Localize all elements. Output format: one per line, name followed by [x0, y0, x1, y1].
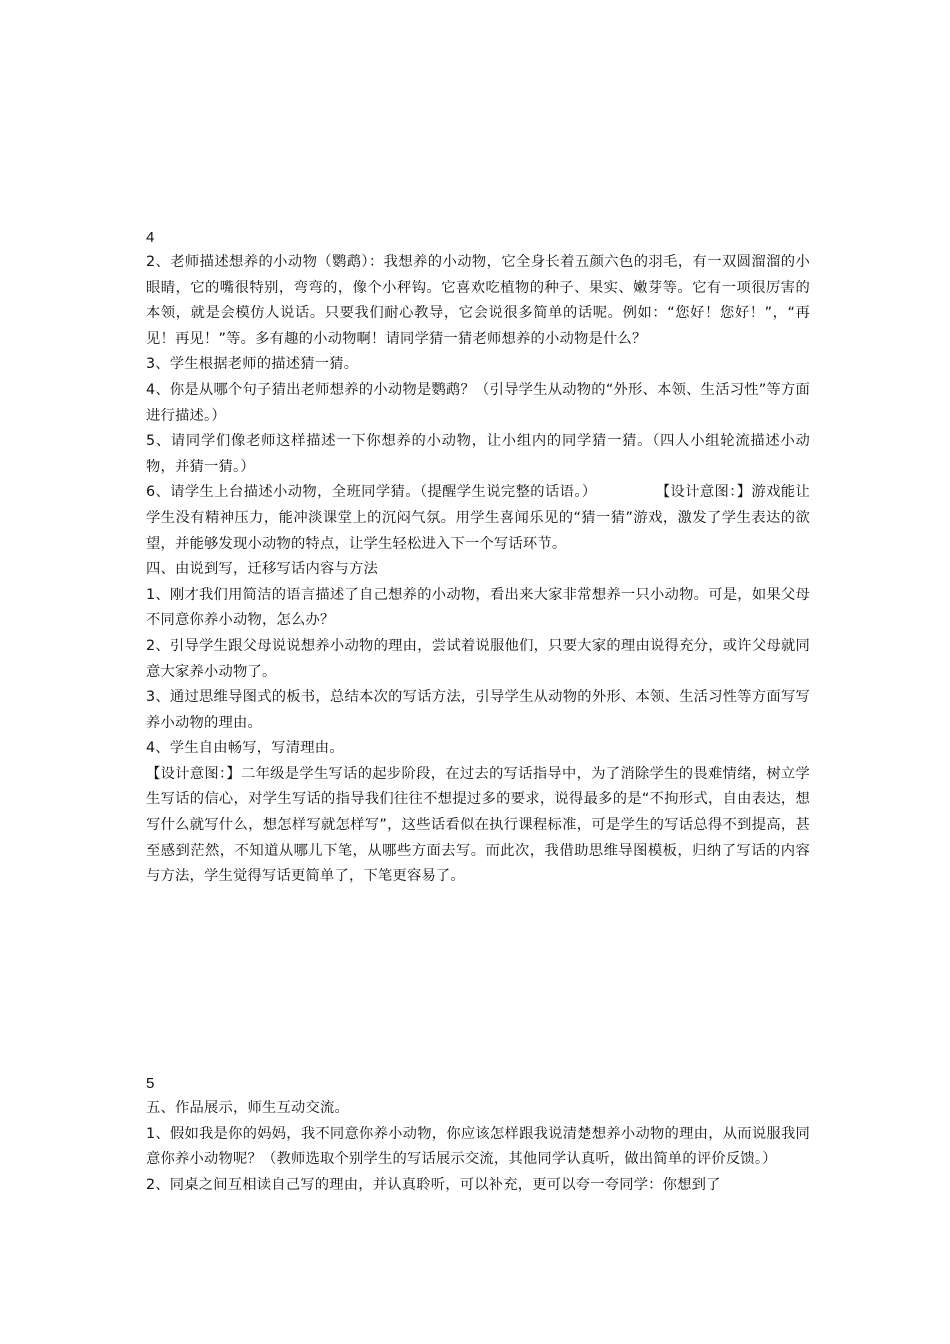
page-number: 4 [146, 229, 155, 246]
paragraph-mom-roleplay: 1、假如我是你的妈妈，我不同意你养小动物，你应该怎样跟我说清楚想养小动物的理由，从而说服我同意你养小动物呢？（教师选取个别学生的写话展示交流，其他同学认真听，做出简单的评价反馈。） [146, 1125, 810, 1168]
document-section-page-5 [146, 1072, 810, 1198]
paragraph-parrot-description: 2、老师描述想养的小动物（鹦鹉）：我想养的小动物，它全身长着五颜六色的羽毛，有一双圆溜溜的小眼睛，它的嘴很特别，弯弯的，像个小秤钩。它喜欢吃植物的种子、果实、嫩芽等。它有一项很厉害的本领，就是会模仿人说话。只要我们耐心教导，它会说很多简单的话呢。例如：“您好！您好！”，“再见！再见！”等。多有趣的小动物啊！请同学猜一猜老师想养的小动物是什么？ [146, 254, 810, 347]
section-heading-speak-to-write: 四、由说到写，迁移写话内容与方法 [146, 561, 378, 578]
paragraph-students-guess: 3、学生根据老师的描述猜一猜。 [146, 356, 359, 373]
section-heading-showcase: 五、作品展示，师生互动交流。 [146, 1100, 349, 1116]
paragraph-parents-disagree: 1、刚才我们用简洁的语言描述了自己想养的小动物，看出来大家非常想养一只小动物。可是，如果父母不同意你养小动物，怎么办？ [146, 586, 810, 629]
page-number: 5 [146, 1075, 155, 1092]
paragraph-which-sentence: 4、你是从哪个句子猜出老师想养的小动物是鹦鹉？（引导学生从动物的“外形、本领、生活习性”等方面进行描述。） [146, 381, 810, 424]
paragraph-design-intent-writing: 【设计意图：】二年级是学生写话的起步阶段，在过去的写话指导中，为了消除学生的畏难情绪，树立学生写话的信心，对学生写话的指导我们往往不想提过多的要求，说得最多的是“不拘形式，自由表达，想写什么就写什么，想怎样写就怎样写”，这些话看似在执行课程标准，可是学生的写话总得不到提高，甚至感到茫然，不知道从哪儿下笔，从哪些方面去写。而此次，我借助思维导图模板，归纳了写话的内容与方法，学生觉得写话更简单了，下笔更容易了。 [146, 765, 810, 885]
paragraph-group-describe: 5、请同学们像老师这样描述一下你想养的小动物，让小组内的同学猜一猜。（四人小组轮流描述小动物，并猜一猜。） [146, 433, 810, 475]
paragraph-class-guess-design-intent: 6、请学生上台描述小动物，全班同学猜。（提醒学生说完整的话语。） 【设计意图：】游戏能让学生没有精神压力，能冲淡课堂上的沉闷气氛。用学生喜闻乐见的“猜一猜”游戏，激发了学生表达的欲望，并能够发现小动物的特点，让学生轻松进入下一个写话环节。 [146, 484, 810, 552]
paragraph-mind-map-summary: 3、通过思维导图式的板书，总结本次的写话方法，引导学生从动物的外形、本领、生活习性等方面写写养小动物的理由。 [146, 689, 810, 731]
paragraph-peer-reading: 2、同桌之间互相读自己写的理由，并认真聆听，可以补充，更可以夸一夸同学：你想到了 [146, 1176, 721, 1193]
paragraph-free-writing: 4、学生自由畅写，写清理由。 [146, 740, 344, 757]
paragraph-persuade-parents: 2、引导学生跟父母说说想养小动物的理由，尝试着说服他们，只要大家的理由说得充分，或许父母就同意大家养小动物了。 [146, 637, 810, 680]
document-section-page-4 [146, 226, 810, 890]
